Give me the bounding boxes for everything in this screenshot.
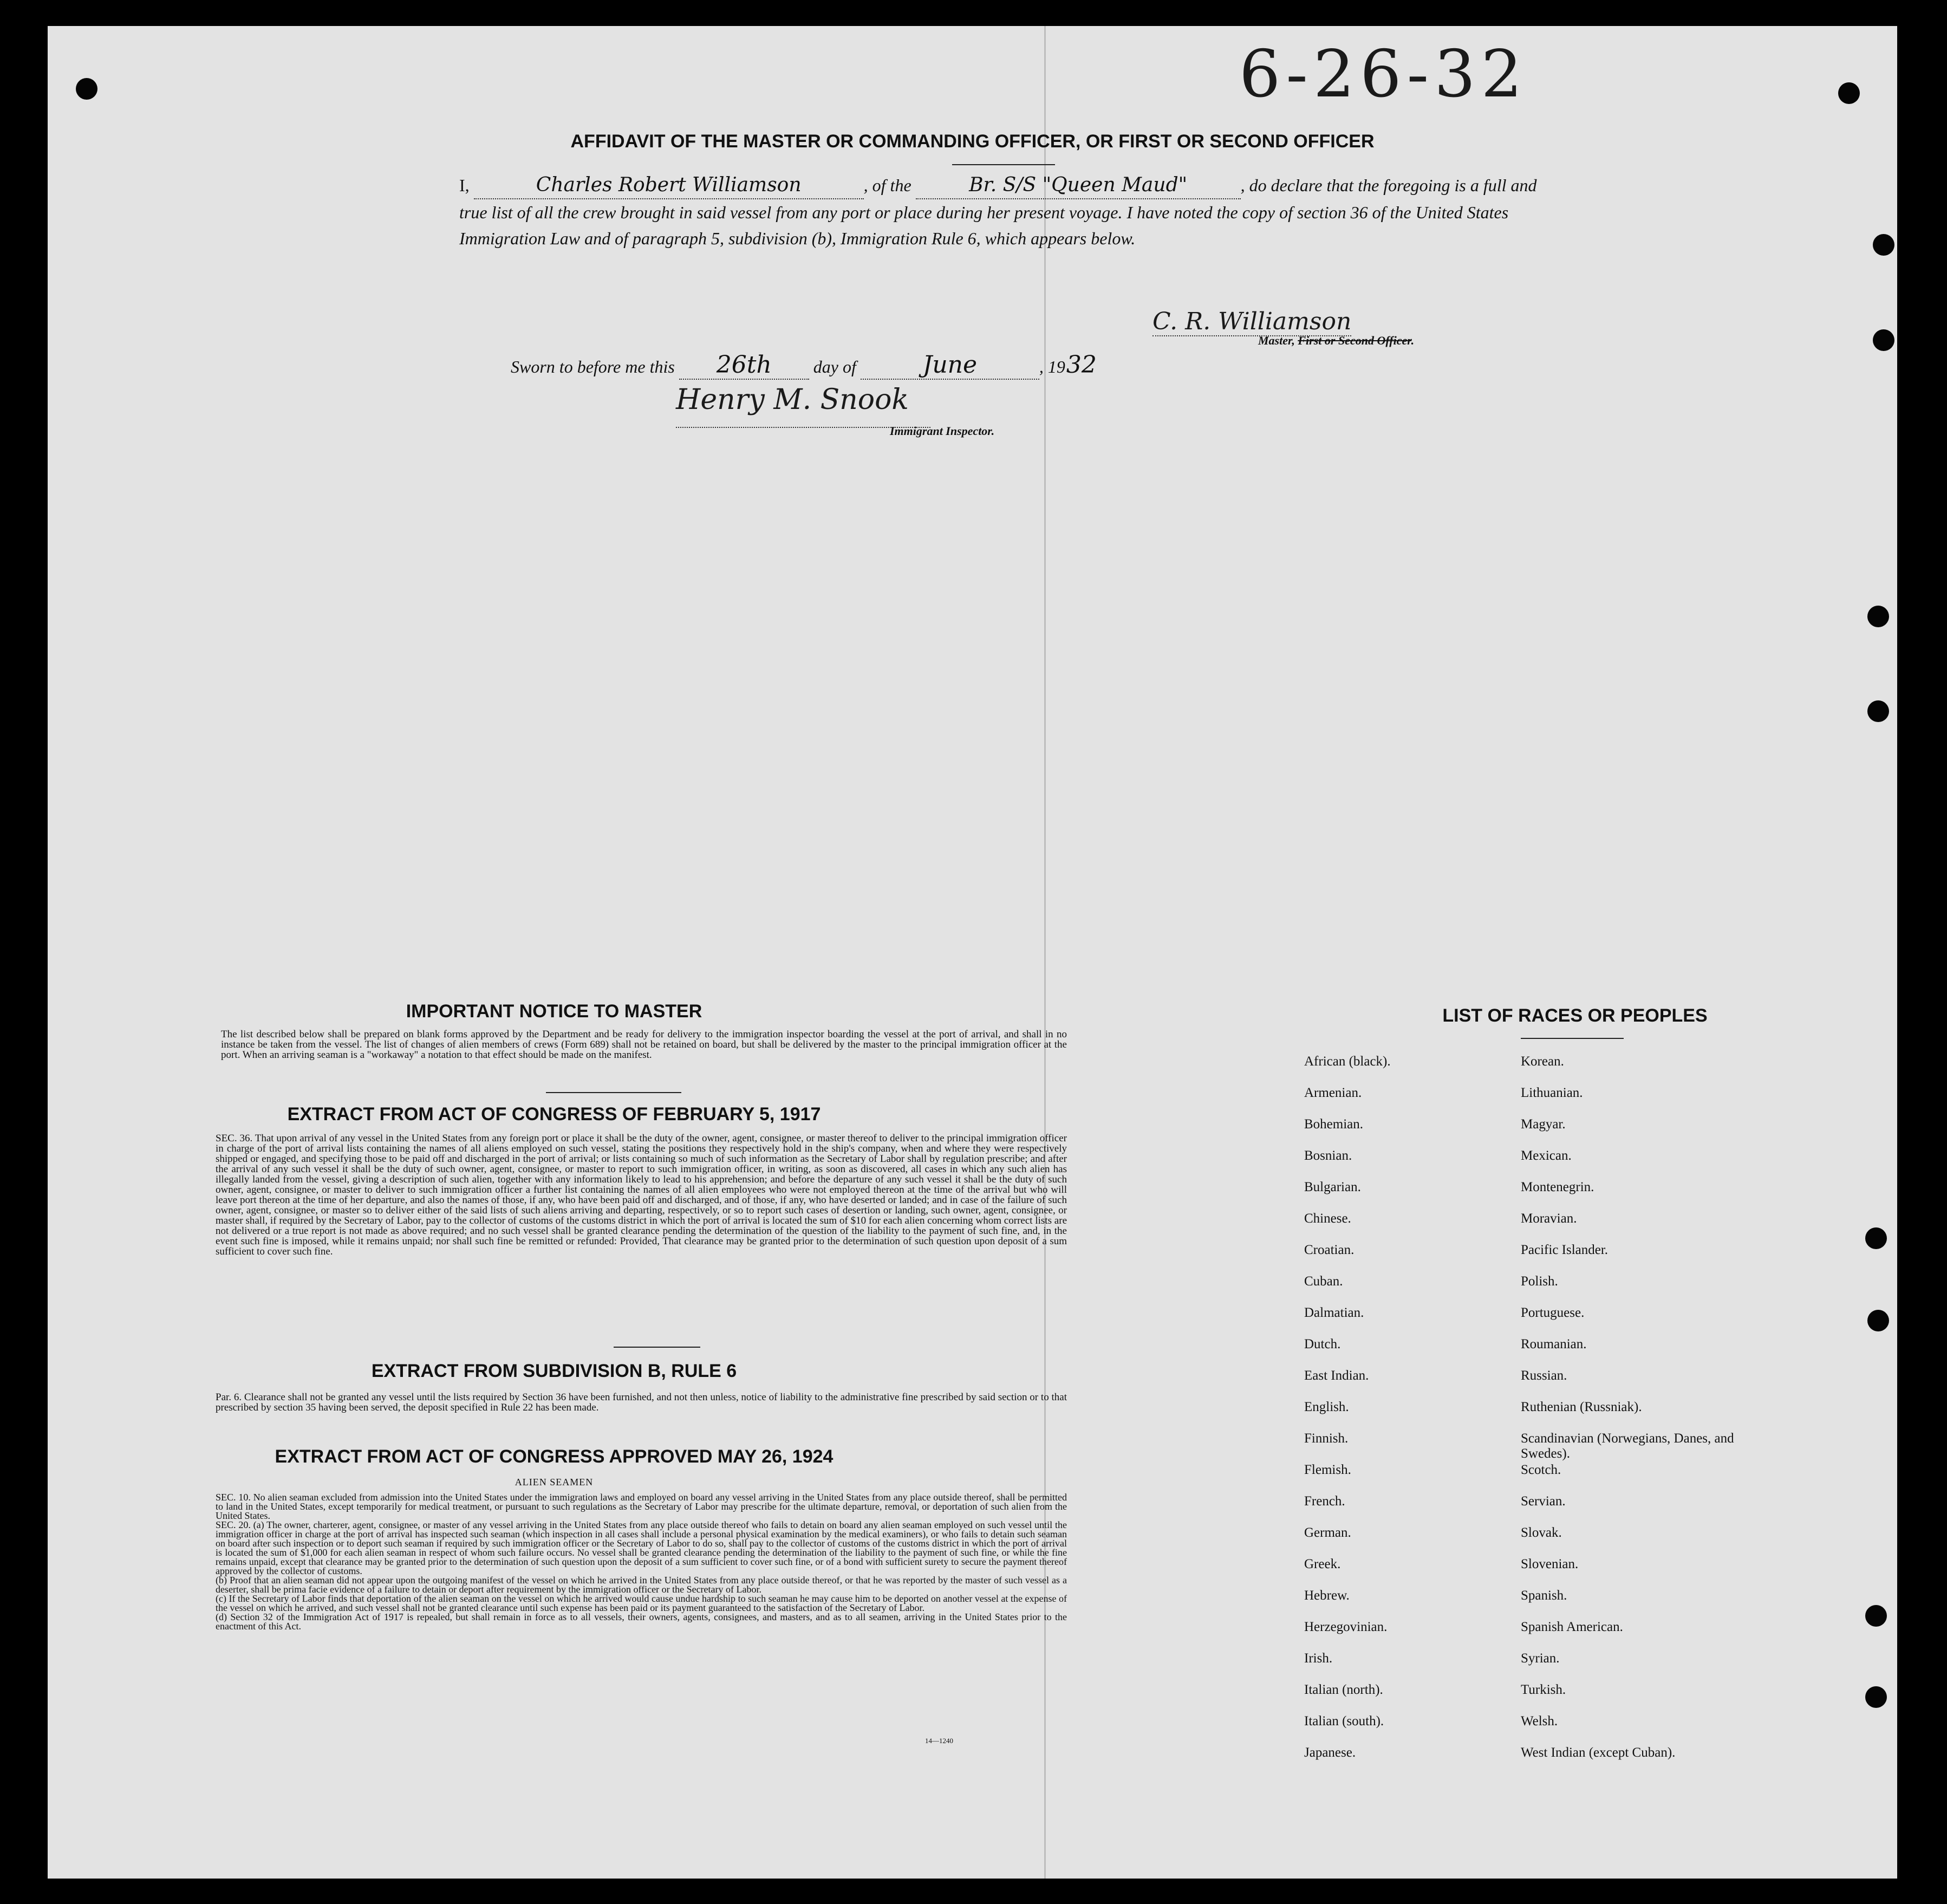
officer-name-field: Charles Robert Williamson [474,172,864,199]
sec-20a: SEC. 20. (a) The owner, charterer, agent, consignee, or master of any vessel arriving in the United States from any place outside thereof who fails to detain on board any alien seaman employed on such vessel until the immigration officer in charge at the port of arrival has inspected such seaman (which inspection in all cases shall include a personal physical examination by the medical examiners), or who fails to detain such seaman on board after such inspection or to deport such seaman if required by such immigration officer or the Secretary of Labor to do so, shall pay to the collector of customs of the customs district in which the port of arrival is located the sum of $1,000 for each alien seaman in respect of whom such failure occurs. No vessel shall be granted clearance pending the determination of the liability to the payment of such fine, or while the fine remains unpaid, except that clearance may be granted prior to the determination of such question upon the deposit of a sum sufficient to cover such fine, or of a bond with sufficient surety to secure the payment thereof approved by the collector of customs. [216,1519,1067,1576]
race-item: Irish. [1304,1651,1333,1666]
race-item: Roumanian. [1521,1337,1587,1351]
declare-label: , do declare [1240,176,1323,195]
race-item: Slovak. [1521,1525,1562,1540]
year-prefix: , 19 [1039,357,1065,376]
extract-rule6-title: EXTRACT FROM SUBDIVISION B, RULE 6 [371,1361,737,1381]
sworn-line [511,351,1098,380]
sec-10: SEC. 10. No alien seaman excluded from admission into the United States under the immigration laws and employed on board any vessel arriving in the United States from any place outside thereof, shall be permitted to land in the United States, except temporarily for medical treatment, or pursuant to such regulations as the Secretary of Labor may prescribe for the ultimate departure, removal, or deportation of such alien from the United States. [216,1492,1067,1521]
races-title: LIST OF RACES OR PEOPLES [1442,1005,1708,1026]
race-item: Spanish. [1521,1588,1567,1603]
divider [1521,1038,1624,1039]
race-item: Japanese. [1304,1745,1356,1760]
race-item: Dalmatian. [1304,1305,1364,1320]
punch-hole [1873,329,1894,351]
race-item: Italian (north). [1304,1682,1383,1697]
sworn-day: 26th [679,351,809,380]
signature-caption [1258,334,1414,348]
inspector-signature: Henry M. Snook [676,384,909,416]
sworn-month: June [861,351,1039,380]
document-page [48,26,1897,1879]
caption-master: Master, [1258,334,1298,347]
notice-text: The list described below shall be prepared on blank forms approved by the Department and be ready for delivery to the immigration inspector boarding the vessel at the port of arrival, and shall in no instance be taken from the vessel. The list of changes of alien members of crews (Form 689) shall not be retained on board, but shall be delivered by the master to the principal immigration officer at the port. When an arriving seaman is a "workaway" a notation to that effect should be made on the manifest. [221,1029,1067,1061]
race-item: Welsh. [1521,1714,1558,1728]
inspector-caption: Immigrant Inspector. [890,424,995,438]
handwritten-date: 6-26-32 [1239,37,1528,112]
punch-hole [1838,82,1860,104]
day-of-label: day of [813,357,856,376]
form-number: 14—1240 [925,1737,953,1745]
race-item: French. [1304,1494,1345,1509]
race-item: Chinese. [1304,1211,1351,1226]
race-item: Scotch. [1521,1463,1561,1477]
declaration-body: that the foregoing is a full and true list of all the crew brought in said vessel from any port or place during her present voyage. I have noted the copy of section 36 of the United States Immigration Law and of paragraph 5, subdivision (b), Immigration Rule 6, which appears below. [459,176,1537,248]
affidavit-declaration [459,172,1559,251]
race-item: East Indian. [1304,1368,1369,1383]
race-item: Pacific Islander. [1521,1243,1609,1257]
race-item: Korean. [1521,1054,1564,1069]
declaration-intro: I, [459,176,470,195]
race-item: Finnish. [1304,1431,1349,1446]
race-item: Slovenian. [1521,1557,1579,1571]
race-item: Magyar. [1521,1117,1566,1132]
punch-hole [1867,1310,1889,1331]
race-item: Montenegrin. [1521,1180,1594,1194]
race-item: Cuban. [1304,1274,1343,1289]
race-item: Armenian. [1304,1086,1362,1100]
races-left-column [1304,1054,1510,1777]
divider [614,1347,700,1348]
race-item: Spanish American. [1521,1620,1623,1634]
race-item: Mexican. [1521,1148,1572,1163]
race-item: Turkish. [1521,1682,1566,1697]
master-signature: C. R. Williamson [1152,308,1352,335]
race-item: Flemish. [1304,1463,1351,1477]
punch-hole [1867,700,1889,722]
race-item: Hebrew. [1304,1588,1350,1603]
race-item: Servian. [1521,1494,1566,1509]
race-item: Greek. [1304,1557,1341,1571]
extract-rule6-text: Par. 6. Clearance shall not be granted any vessel until the lists required by Section 36 have been furnished, and not then unless, notice of liability to the administrative fine prescribed by said section or to that prescribed by section 35 having been served, the deposit specified in Rule 22 has been made. [216,1392,1067,1413]
race-item: Russian. [1521,1368,1567,1383]
race-item: African (black). [1304,1054,1391,1069]
punch-hole [1865,1227,1887,1249]
extract-1924-body [216,1493,1067,1631]
race-item: West Indian (except Cuban). [1521,1745,1676,1760]
race-item: Ruthenian (Russniak). [1521,1400,1642,1414]
extract-1917-text: SEC. 36. That upon arrival of any vessel in the United States from any foreign port or place it shall be the duty of the owner, agent, consignee, or master thereof to deliver to the principal immigration officer in charge of the port of arrival lists containing the names of all aliens employed on such vessel, stating the positions they respectively hold in the ship's company, when and where they were respectively shipped or engaged, and specifying those to be paid off and discharged in the port of arrival; or lists containing so much of such information as the Secretary of Labor shall by regulation prescribe; and after the arrival of any such vessel it shall be the duty of such owner, agent, consignee, or master to report to such immigration officer, in writing, as soon as discovered, all cases in which any such alien has illegally landed from the vessel, giving a description of such alien, together with any information likely to lead to his apprehension; and before the departure of any such vessel it shall be the duty of such owner, agent, consignee, or master to deliver to such immigration officer a further list containing the names of all alien employees who were not employed thereon at the time of the arrival but who will leave port thereon at the time of her departure, and also the names of those, if any, who have been paid off and discharged, and of those, if any, who have deserted or landed; and in case of the failure of such owner, agent, consignee, or master so to deliver either of the said lists of such aliens arriving and departing, respectively, or so to report such cases of desertion or landing, such owner, agent, consignee, or master shall, if required by the Secretary of Labor, pay to the collector of customs of the customs district in which the port of arrival is located the sum of $10 for each alien concerning whom correct lists are not delivered or a true report is not made as above required; and no such vessel shall be granted clearance pending the determination of the question of the liability to the payment of such fine, and, in the event such fine is imposed, while it remains unpaid; nor shall such fine be remitted or refunded: Provided, That clearance may be granted prior to the determination of such question upon deposit of a sum sufficient to cover such fine. [216,1133,1067,1257]
sec-20b: (b) Proof that an alien seaman did not appear upon the outgoing manifest of the vessel on which he arrived in the United States from any place outside thereof, or that he was reported by the master of such vessel as a deserter, shall be prima facie evidence of a failure to detain or deport after requirement by the immigration officer or the Secretary of Labor. [216,1575,1067,1595]
vessel-name-field: Br. S/S "Queen Maud" [916,172,1241,199]
race-item: Polish. [1521,1274,1558,1289]
race-item: Moravian. [1521,1211,1577,1226]
extract-1924-subtitle: ALIEN SEAMEN [515,1477,594,1487]
race-item: English. [1304,1400,1349,1414]
affidavit-title: AFFIDAVIT OF THE MASTER OR COMMANDING OFFICER, OR FIRST OR SECOND OFFICER [570,131,1375,152]
race-item: Syrian. [1521,1651,1560,1666]
caption-period: . [1411,334,1415,347]
caption-struck: First or Second Officer [1298,334,1411,347]
race-item: Bulgarian. [1304,1180,1361,1194]
race-item: Italian (south). [1304,1714,1384,1728]
extract-1924-title: EXTRACT FROM ACT OF CONGRESS APPROVED MAY 26, 1924 [275,1446,834,1467]
punch-hole [1867,606,1889,627]
sec-20d: (d) Section 32 of the Immigration Act of 1917 is repealed, but shall remain in force as to all vessels, their owners, agents, consignees, and masters, and as to all seamen, arriving in the United States prior to the enactment of this Act. [216,1611,1067,1632]
divider [952,164,1055,165]
race-item: Croatian. [1304,1243,1355,1257]
punch-hole [76,78,97,100]
race-item: German. [1304,1525,1351,1540]
divider [546,1092,681,1093]
punch-hole [1865,1605,1887,1627]
punch-hole [1873,234,1894,256]
race-item: Bosnian. [1304,1148,1352,1163]
extract-1917-title: EXTRACT FROM ACT OF CONGRESS OF FEBRUARY 5, 1917 [287,1104,821,1125]
sec-20c: (c) If the Secretary of Labor finds that deportation of the alien seaman on the vessel on which he arrived would cause undue hardship to such seaman he may cause him to be deported on another vessel at the expense of the vessel on which he arrived, and such vessel shall not be granted clearance until such expense has been paid or its payment guaranteed to the satisfaction of the Secretary of Labor. [216,1593,1067,1613]
race-item: Dutch. [1304,1337,1341,1351]
race-item: Portuguese. [1521,1305,1585,1320]
notice-title: IMPORTANT NOTICE TO MASTER [406,1001,702,1022]
of-the-label: , of the [863,176,911,195]
race-item: Bohemian. [1304,1117,1364,1132]
race-item: Lithuanian. [1521,1086,1583,1100]
sworn-prefix: Sworn to before me this [511,357,675,376]
races-right-column [1521,1054,1748,1777]
race-item: Herzegovinian. [1304,1620,1388,1634]
sworn-year: 32 [1066,351,1097,379]
punch-hole [1865,1686,1887,1708]
race-item: Scandinavian (Norwegians, Danes, and Swedes). [1521,1431,1734,1461]
